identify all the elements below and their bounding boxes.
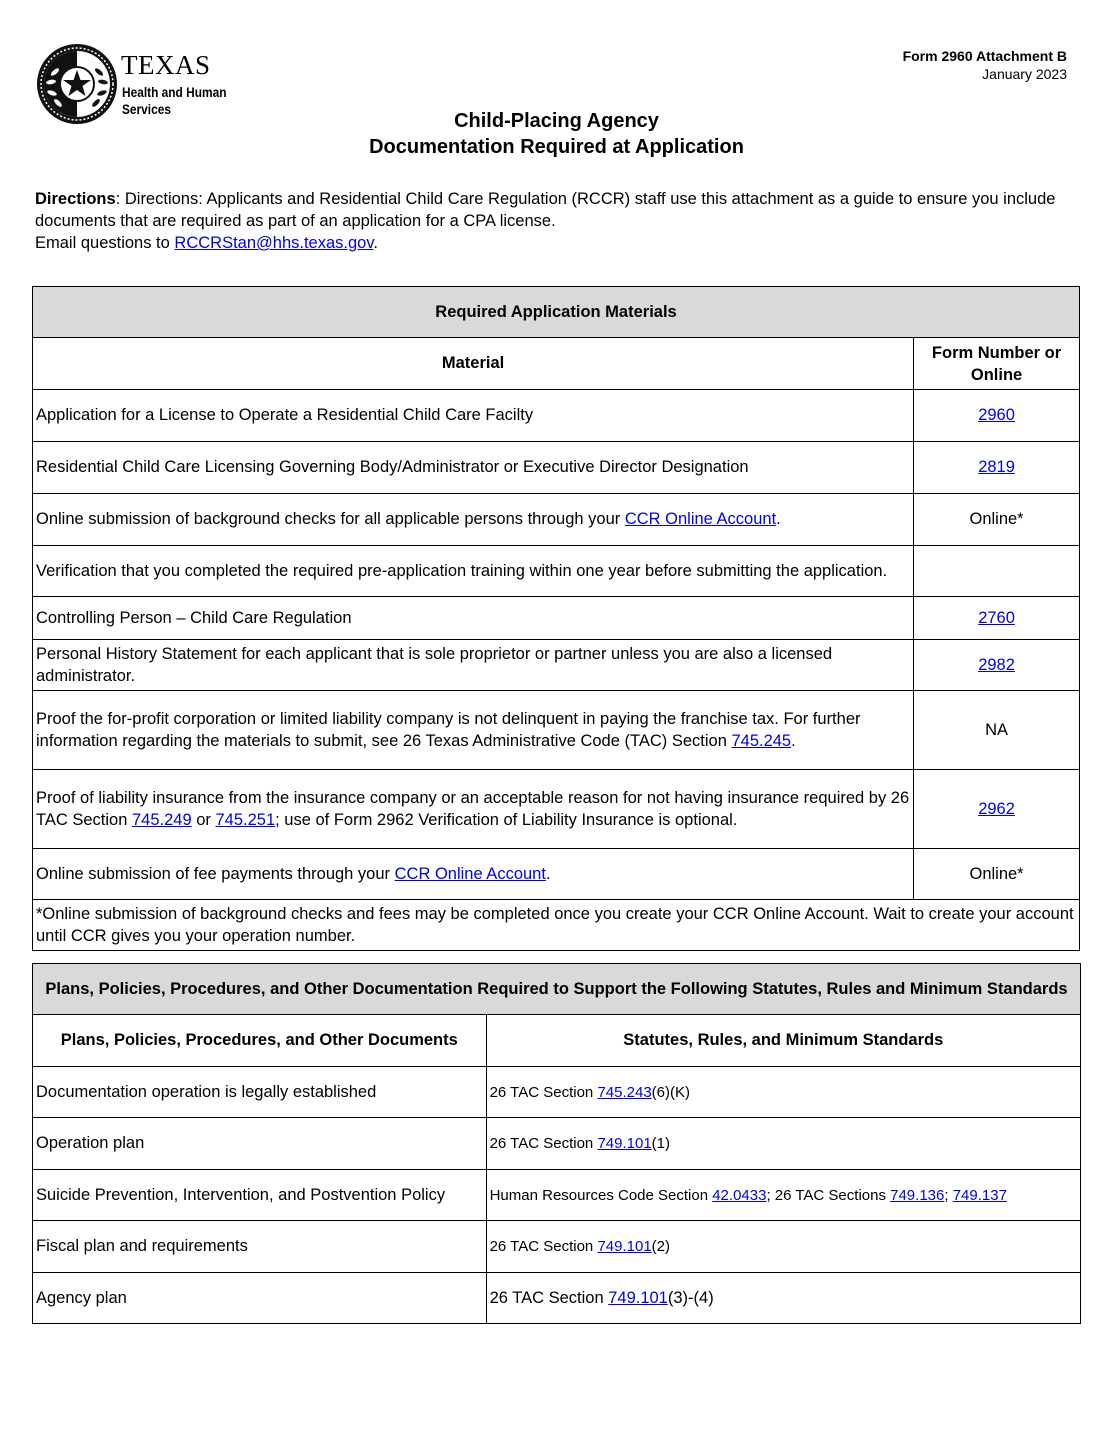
- table-row: Documentation operation is legally established 26 TAC Section 745.243(6)(K): [33, 1067, 1081, 1118]
- form-identifier: [903, 47, 1067, 83]
- column-header-rules: Statutes, Rules, and Minimum Standards: [486, 1015, 1080, 1067]
- directions: Directions: Directions: Applicants and Residential Child Care Regulation (RCCR) staff use this attachment as a guide to ensure you include documents that are required as part of an application for a CPA license. Email questions to RCCRStan@hhs.texas.gov.: [35, 190, 1056, 252]
- table-row: Verification that you completed the required pre-application training within one year before submitting the application.: [33, 546, 1080, 597]
- footnote: *Online submission of background checks and fees may be completed once you create your CCR Online Account. Wait to create your account until CCR gives you your operation number.: [33, 900, 1080, 951]
- table-row: Application for a License to Operate a Residential Child Care Facilty 2960: [33, 390, 1080, 442]
- table-row: Proof of liability insurance from the insurance company or an acceptable reason for not having insurance required by 26 TAC Section 745.249 or 745.251; use of Form 2962 Verification of Liability Insurance is optional. 2962: [33, 770, 1080, 849]
- form-link[interactable]: 2962: [978, 799, 1015, 818]
- form-link[interactable]: 2819: [978, 458, 1015, 476]
- column-header-form: Form Number or Online: [914, 338, 1080, 390]
- table-row: Proof the for-profit corporation or limited liability company is not delinquent in paying the franchise tax. For further information regarding the materials to submit, see 26 Texas Administrative Code (TAC) Section 745.245. NA: [33, 691, 1080, 770]
- table-row: Online submission of fee payments through your CCR Online Account. Online*: [33, 849, 1080, 900]
- form-link[interactable]: 2960: [978, 406, 1015, 424]
- column-header-documents: Plans, Policies, Procedures, and Other Documents: [33, 1015, 487, 1067]
- directions-label: Directions: [35, 190, 116, 208]
- ccr-online-account-link[interactable]: CCR Online Account: [624, 510, 777, 528]
- ccr-online-account-link[interactable]: CCR Online Account: [394, 864, 546, 883]
- form-link[interactable]: 2760: [978, 608, 1015, 627]
- directions-text: : Directions: Applicants and Residential Child Care Regulation (RCCR) staff use this attachment as a guide to ensure you include documents that are required as part of an application for a CPA license.: [35, 190, 1056, 230]
- tac-749-136-link[interactable]: 749.136: [890, 1186, 945, 1204]
- hrc-42-0433-link[interactable]: 42.0433: [712, 1186, 767, 1204]
- form-link[interactable]: 2982: [978, 655, 1015, 674]
- table-row: Fiscal plan and requirements 26 TAC Section 749.101(2): [33, 1221, 1081, 1273]
- tac-749-101-link[interactable]: 749.101: [608, 1288, 668, 1307]
- table-row: Residential Child Care Licensing Governing Body/Administrator or Executive Director Designation 2819: [33, 442, 1080, 494]
- tac-745-243-link[interactable]: 745.243: [597, 1083, 652, 1101]
- form-date: January 2023: [982, 66, 1067, 82]
- tac-745-245-link[interactable]: 745.245: [731, 732, 792, 750]
- tac-745-251-link[interactable]: 745.251: [215, 811, 276, 829]
- tac-749-137-link[interactable]: 749.137: [952, 1186, 1007, 1204]
- page-title: Child-Placing Agency Documentation Required at Application: [369, 110, 744, 158]
- table-row: Personal History Statement for each applicant that is sole proprietor or partner unless you are also a licensed administrator. 2982: [33, 640, 1080, 691]
- table-row: Suicide Prevention, Intervention, and Postvention Policy Human Resources Code Section 42.0433; 26 TAC Sections 749.136; 749.137: [33, 1170, 1081, 1221]
- table-row: Agency plan 26 TAC Section 749.101(3)-(4): [33, 1273, 1081, 1324]
- form-number: Form 2960 Attachment B: [902, 48, 1067, 64]
- table-title: Required Application Materials: [33, 287, 1080, 338]
- table-row: Operation plan 26 TAC Section 749.101(1): [33, 1118, 1081, 1170]
- tac-745-249-link[interactable]: 745.249: [131, 811, 192, 829]
- email-link[interactable]: RCCRStan@hhs.texas.gov: [174, 234, 374, 252]
- column-header-material: Material: [33, 338, 914, 390]
- tac-749-101-link[interactable]: 749.101: [597, 1238, 652, 1255]
- table-row: Controlling Person – Child Care Regulation 2760: [33, 597, 1080, 640]
- table-title: Plans, Policies, Procedures, and Other Documentation Required to Support the Following Statutes, Rules and Minimum Standards: [33, 964, 1081, 1015]
- table-row: Online submission of background checks for all applicable persons through your CCR Online Account. Online*: [33, 494, 1080, 546]
- logo-texas-text: TEXAS: [121, 50, 211, 80]
- logo-hhs-text: Health and Human Services: [122, 84, 227, 117]
- plans-policies-table: [32, 963, 1081, 1324]
- tac-749-101-link[interactable]: 749.101: [597, 1135, 652, 1152]
- required-materials-table: [32, 286, 1080, 951]
